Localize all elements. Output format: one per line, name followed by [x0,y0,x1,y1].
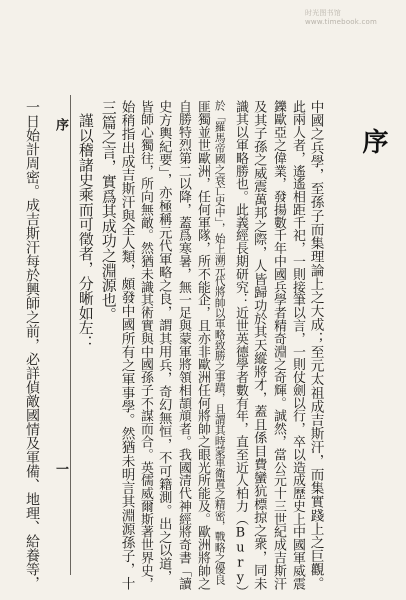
text-column: 謹以稽諸史乘而可徵者，分晰如左： [76,113,94,350]
text-column: 於「羅馬帝國之衰亡史中」，始上溯元代將帥以軍略致勝之事蹟，且謂其時蒙軍衛置之精密，戰略之優良 [213,100,227,585]
text-column: 此兩人者，遙遙相距千祀，一則接筆以言，一則仗劍以行，卒以造成歷史上中國軍威震 [289,100,305,590]
column-rule [70,95,71,575]
page-number: 一 [53,462,68,475]
text-column: 鑠歐亞之偉業，發揚數千年中國兵學者精奇淵之奇輝。誠然，當公元十三世紀成吉斯汗 [270,100,286,590]
page-title: 序 [358,128,388,154]
text-column: 匪獨並世歐洲，任何軍隊，所不能企，且亦非歐洲任何將帥之眼光所能及。歐洲將帥之 [194,100,210,590]
text-column: 一日始計周密。成吉斯汗每於興師之前，必詳偵敵國情及軍備、地理、給養等， [24,100,40,590]
text-column: 及其子孫之威震萬邦之際，人皆歸功於其天縱將才，蓋且係目費蠻犺標掠之衆，同未 [251,100,267,590]
text-column: 始稍指出成吉斯汗與全人類，頗發中國所有之軍事學。然猶未明言其淵源孫子，十 [118,100,135,590]
site-watermark: 时光图书馆 www.timebook.com [305,9,378,26]
text-column: 史方輿紀要」，亦極稱元代軍略之良，謂其用兵，奇幻無恒，不可籍測。出之以道， [156,100,172,584]
running-head: 序 [53,118,68,149]
text-column: 中國之兵學，至孫子而集理論上之大成；至元太祖成吉斯汗，而集實踐上之巨觀。 [307,100,324,590]
text-column: 自勝特烈第二以降，蓋爲寒暑，無一足與蒙軍將領相頡頏者。我國清代神經將奇書「讀 [175,100,191,590]
text-column: 皆師心獨往，所向無敵。然猶未識其術實與中國孫子不謀而合。英儒威爾斯著世界史， [137,100,153,590]
text-column: 三篇之言，實爲其成功之淵源也。 [99,100,117,322]
text-column: 識其以軍略勝也。此義經長期研究：近世英德學者數有年，直至近人柏力（Bury） [232,100,248,599]
